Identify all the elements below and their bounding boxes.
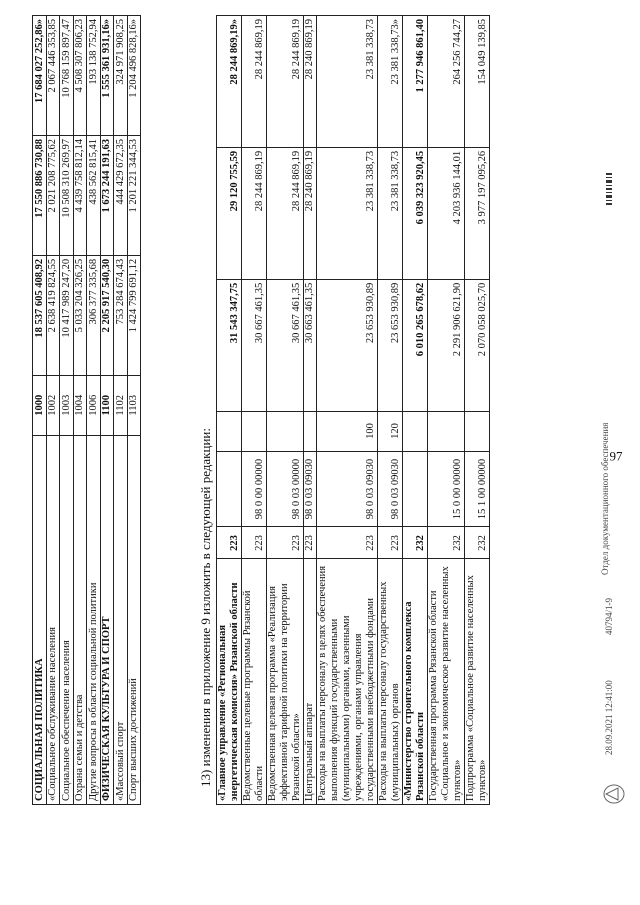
row-target-code: 15 1 00 00000 — [465, 451, 490, 527]
row-name: Социальное обеспечение населения — [60, 435, 74, 804]
row-expense-type: 120 — [378, 411, 403, 451]
row-value-2021: 1 424 799 691,12 — [127, 255, 141, 375]
footer-stamp: Отдел документационного обеспечения — [600, 422, 610, 575]
row-code: 1003 — [60, 375, 74, 435]
row-value-2021: 2 205 917 540,30 — [100, 255, 114, 375]
row-value-2022: 10 508 310 269,97 — [60, 135, 74, 255]
row-name: Подпрограмма «Социальное развитие населенных пунктов» — [465, 559, 490, 805]
row-expense-type — [217, 411, 242, 451]
footer-doc-id: 40794/1-9 — [604, 598, 614, 635]
row-expense-type — [428, 411, 465, 451]
row-value-2021: 30 667 461,35 — [242, 279, 267, 411]
row-value-2021: 2 070 058 025,70 — [465, 279, 490, 411]
row-value-2021: 306 377 335,68 — [87, 255, 101, 375]
table-row — [465, 16, 490, 805]
row-name: «Социальное обслуживание населения — [46, 435, 60, 804]
row-name: Центральный аппарат — [304, 559, 317, 805]
row-glava: 232 — [403, 527, 428, 559]
row-value-2021: 5 033 204 326,25 — [73, 255, 87, 375]
footer-timestamp: 28.09.2021 12:41:00 — [604, 680, 614, 755]
table-row — [428, 16, 465, 805]
row-code: 1102 — [114, 375, 128, 435]
row-name: Ведомственная целевая программа «Реализация эффективной тарифной политики на территории Рязанской области» — [267, 559, 304, 805]
row-expense-type — [267, 411, 304, 451]
row-name: Охрана семьи и детства — [73, 435, 87, 804]
row-value-2023: 154 049 139,85 — [465, 16, 490, 148]
row-name: Расходы на выплаты персоналу государственных (муниципальных) органов — [378, 559, 403, 805]
row-value-2021: 23 653 930,89 — [317, 279, 378, 411]
row-name: Ведомственные целевые программы Рязанской области — [242, 559, 267, 805]
row-value-2023: 1 204 496 828,16» — [127, 16, 141, 136]
row-value-2022: 29 120 755,59 — [217, 147, 242, 279]
row-name: ФИЗИЧЕСКАЯ КУЛЬТУРА И СПОРТ — [100, 435, 114, 804]
table-row — [114, 16, 128, 805]
table-row — [73, 16, 87, 805]
row-value-2021: 31 543 347,75 — [217, 279, 242, 411]
row-target-code: 98 0 00 00000 — [242, 451, 267, 527]
table-row — [403, 16, 428, 805]
row-code: 1103 — [127, 375, 141, 435]
row-value-2022: 444 429 672,35 — [114, 135, 128, 255]
row-glava: 223 — [217, 527, 242, 559]
row-glava: 232 — [465, 527, 490, 559]
row-value-2023: 264 256 744,27 — [428, 16, 465, 148]
row-value-2021: 23 653 930,89 — [378, 279, 403, 411]
row-code: 1002 — [46, 375, 60, 435]
row-expense-type — [465, 411, 490, 451]
row-value-2022: 28 244 869,19 — [242, 147, 267, 279]
row-value-2021: 753 284 674,43 — [114, 255, 128, 375]
row-target-code — [403, 451, 428, 527]
page-number: 97 — [609, 448, 623, 464]
row-value-2023: 23 381 338,73» — [378, 16, 403, 148]
row-value-2021: 2 638 419 824,55 — [46, 255, 60, 375]
row-expense-type — [304, 411, 317, 451]
row-expense-type — [242, 411, 267, 451]
row-value-2022: 23 381 338,73 — [378, 147, 403, 279]
row-glava: 223 — [242, 527, 267, 559]
row-value-2023: 28 244 869,19 — [267, 16, 304, 148]
row-name: Государственная программа Рязанской области «Социальное и экономическое развитие населенных пунктов» — [428, 559, 465, 805]
row-value-2022: 17 550 886 730,88 — [33, 135, 47, 255]
row-name: «Главное управление «Региональная энергетическая комиссия» Рязанской области — [217, 559, 242, 805]
table-row — [127, 16, 141, 805]
row-target-code: 98 0 03 09030 — [304, 451, 317, 527]
row-value-2023: 1 277 946 861,40 — [403, 16, 428, 148]
row-value-2023: 193 138 752,94 — [87, 16, 101, 136]
row-value-2023: 4 508 307 806,23 — [73, 16, 87, 136]
table-row — [242, 16, 267, 805]
table-row — [60, 16, 74, 805]
row-value-2023: 28 244 869,19 — [242, 16, 267, 148]
row-code: 1000 — [33, 375, 47, 435]
table-row — [304, 16, 317, 805]
row-name: Спорт высших достижений — [127, 435, 141, 804]
row-value-2023: 2 067 446 353,85 — [46, 16, 60, 136]
table-row — [317, 16, 378, 805]
row-target-code: 98 0 03 09030 — [317, 451, 378, 527]
row-value-2023: 28 244 869,19» — [217, 16, 242, 148]
row-value-2023: 324 971 908,25 — [114, 16, 128, 136]
row-target-code: 15 0 00 00000 — [428, 451, 465, 527]
table-row — [100, 16, 114, 805]
row-value-2023: 17 684 027 252,86» — [33, 16, 47, 136]
barcode-icon — [604, 85, 614, 205]
row-value-2022: 438 562 815,41 — [87, 135, 101, 255]
row-value-2023: 10 768 159 897,47 — [60, 16, 74, 136]
row-glava: 223 — [378, 527, 403, 559]
table-row — [378, 16, 403, 805]
row-value-2021: 6 010 265 678,62 — [403, 279, 428, 411]
row-value-2022: 1 673 244 191,63 — [100, 135, 114, 255]
row-name: «Министерство строительного комплекса Рязанской области — [403, 559, 428, 805]
row-glava: 223 — [267, 527, 304, 559]
row-value-2022: 23 381 338,73 — [317, 147, 378, 279]
row-value-2021: 2 291 906 621,90 — [428, 279, 465, 411]
row-value-2022: 4 439 758 812,14 — [73, 135, 87, 255]
row-name: «Массовый спорт — [114, 435, 128, 804]
row-glava: 223 — [304, 527, 317, 559]
row-name: Другие вопросы в области социальной политики — [87, 435, 101, 804]
row-target-code — [217, 451, 242, 527]
row-value-2022: 2 021 208 775,62 — [46, 135, 60, 255]
row-value-2021: 30 667 461,35 — [267, 279, 304, 411]
row-value-2022: 1 201 221 344,53 — [127, 135, 141, 255]
row-value-2021: 18 537 605 408,92 — [33, 255, 47, 375]
row-glava: 223 — [317, 527, 378, 559]
row-name: Расходы на выплаты персоналу в целях обеспечения выполнения функций государственными (муниципальными) органами, казенными учреждениями, органами управления государственными внебюджетными фондами — [317, 559, 378, 805]
table-row — [267, 16, 304, 805]
row-code: 1006 — [87, 375, 101, 435]
budget-table-main — [216, 15, 490, 805]
row-code: 1004 — [73, 375, 87, 435]
row-expense-type — [403, 411, 428, 451]
row-value-2022: 3 977 197 095,26 — [465, 147, 490, 279]
row-value-2021: 30 663 461,35 — [304, 279, 317, 411]
row-expense-type: 100 — [317, 411, 378, 451]
amendment-note: 13) изменения в приложение 9 изложить в следующей редакции: — [198, 428, 213, 787]
row-target-code: 98 0 03 00000 — [267, 451, 304, 527]
row-value-2021: 10 417 989 247,20 — [60, 255, 74, 375]
row-value-2022: 28 244 869,19 — [267, 147, 304, 279]
row-value-2022: 4 203 936 144,01 — [428, 147, 465, 279]
table-row — [217, 16, 242, 805]
emblem-icon — [600, 783, 626, 805]
table-row — [87, 16, 101, 805]
budget-table-top — [32, 15, 141, 805]
row-target-code: 98 0 03 09030 — [378, 451, 403, 527]
row-code: 1100 — [100, 375, 114, 435]
row-glava: 232 — [428, 527, 465, 559]
row-value-2022: 6 039 323 920,45 — [403, 147, 428, 279]
row-value-2023: 28 240 869,19 — [304, 16, 317, 148]
row-value-2023: 23 381 338,73 — [317, 16, 378, 148]
row-value-2023: 1 555 361 931,16» — [100, 16, 114, 136]
table-row — [46, 16, 60, 805]
row-name: СОЦИАЛЬНАЯ ПОЛИТИКА — [33, 435, 47, 804]
table-row — [33, 16, 47, 805]
row-value-2022: 28 240 869,19 — [304, 147, 317, 279]
